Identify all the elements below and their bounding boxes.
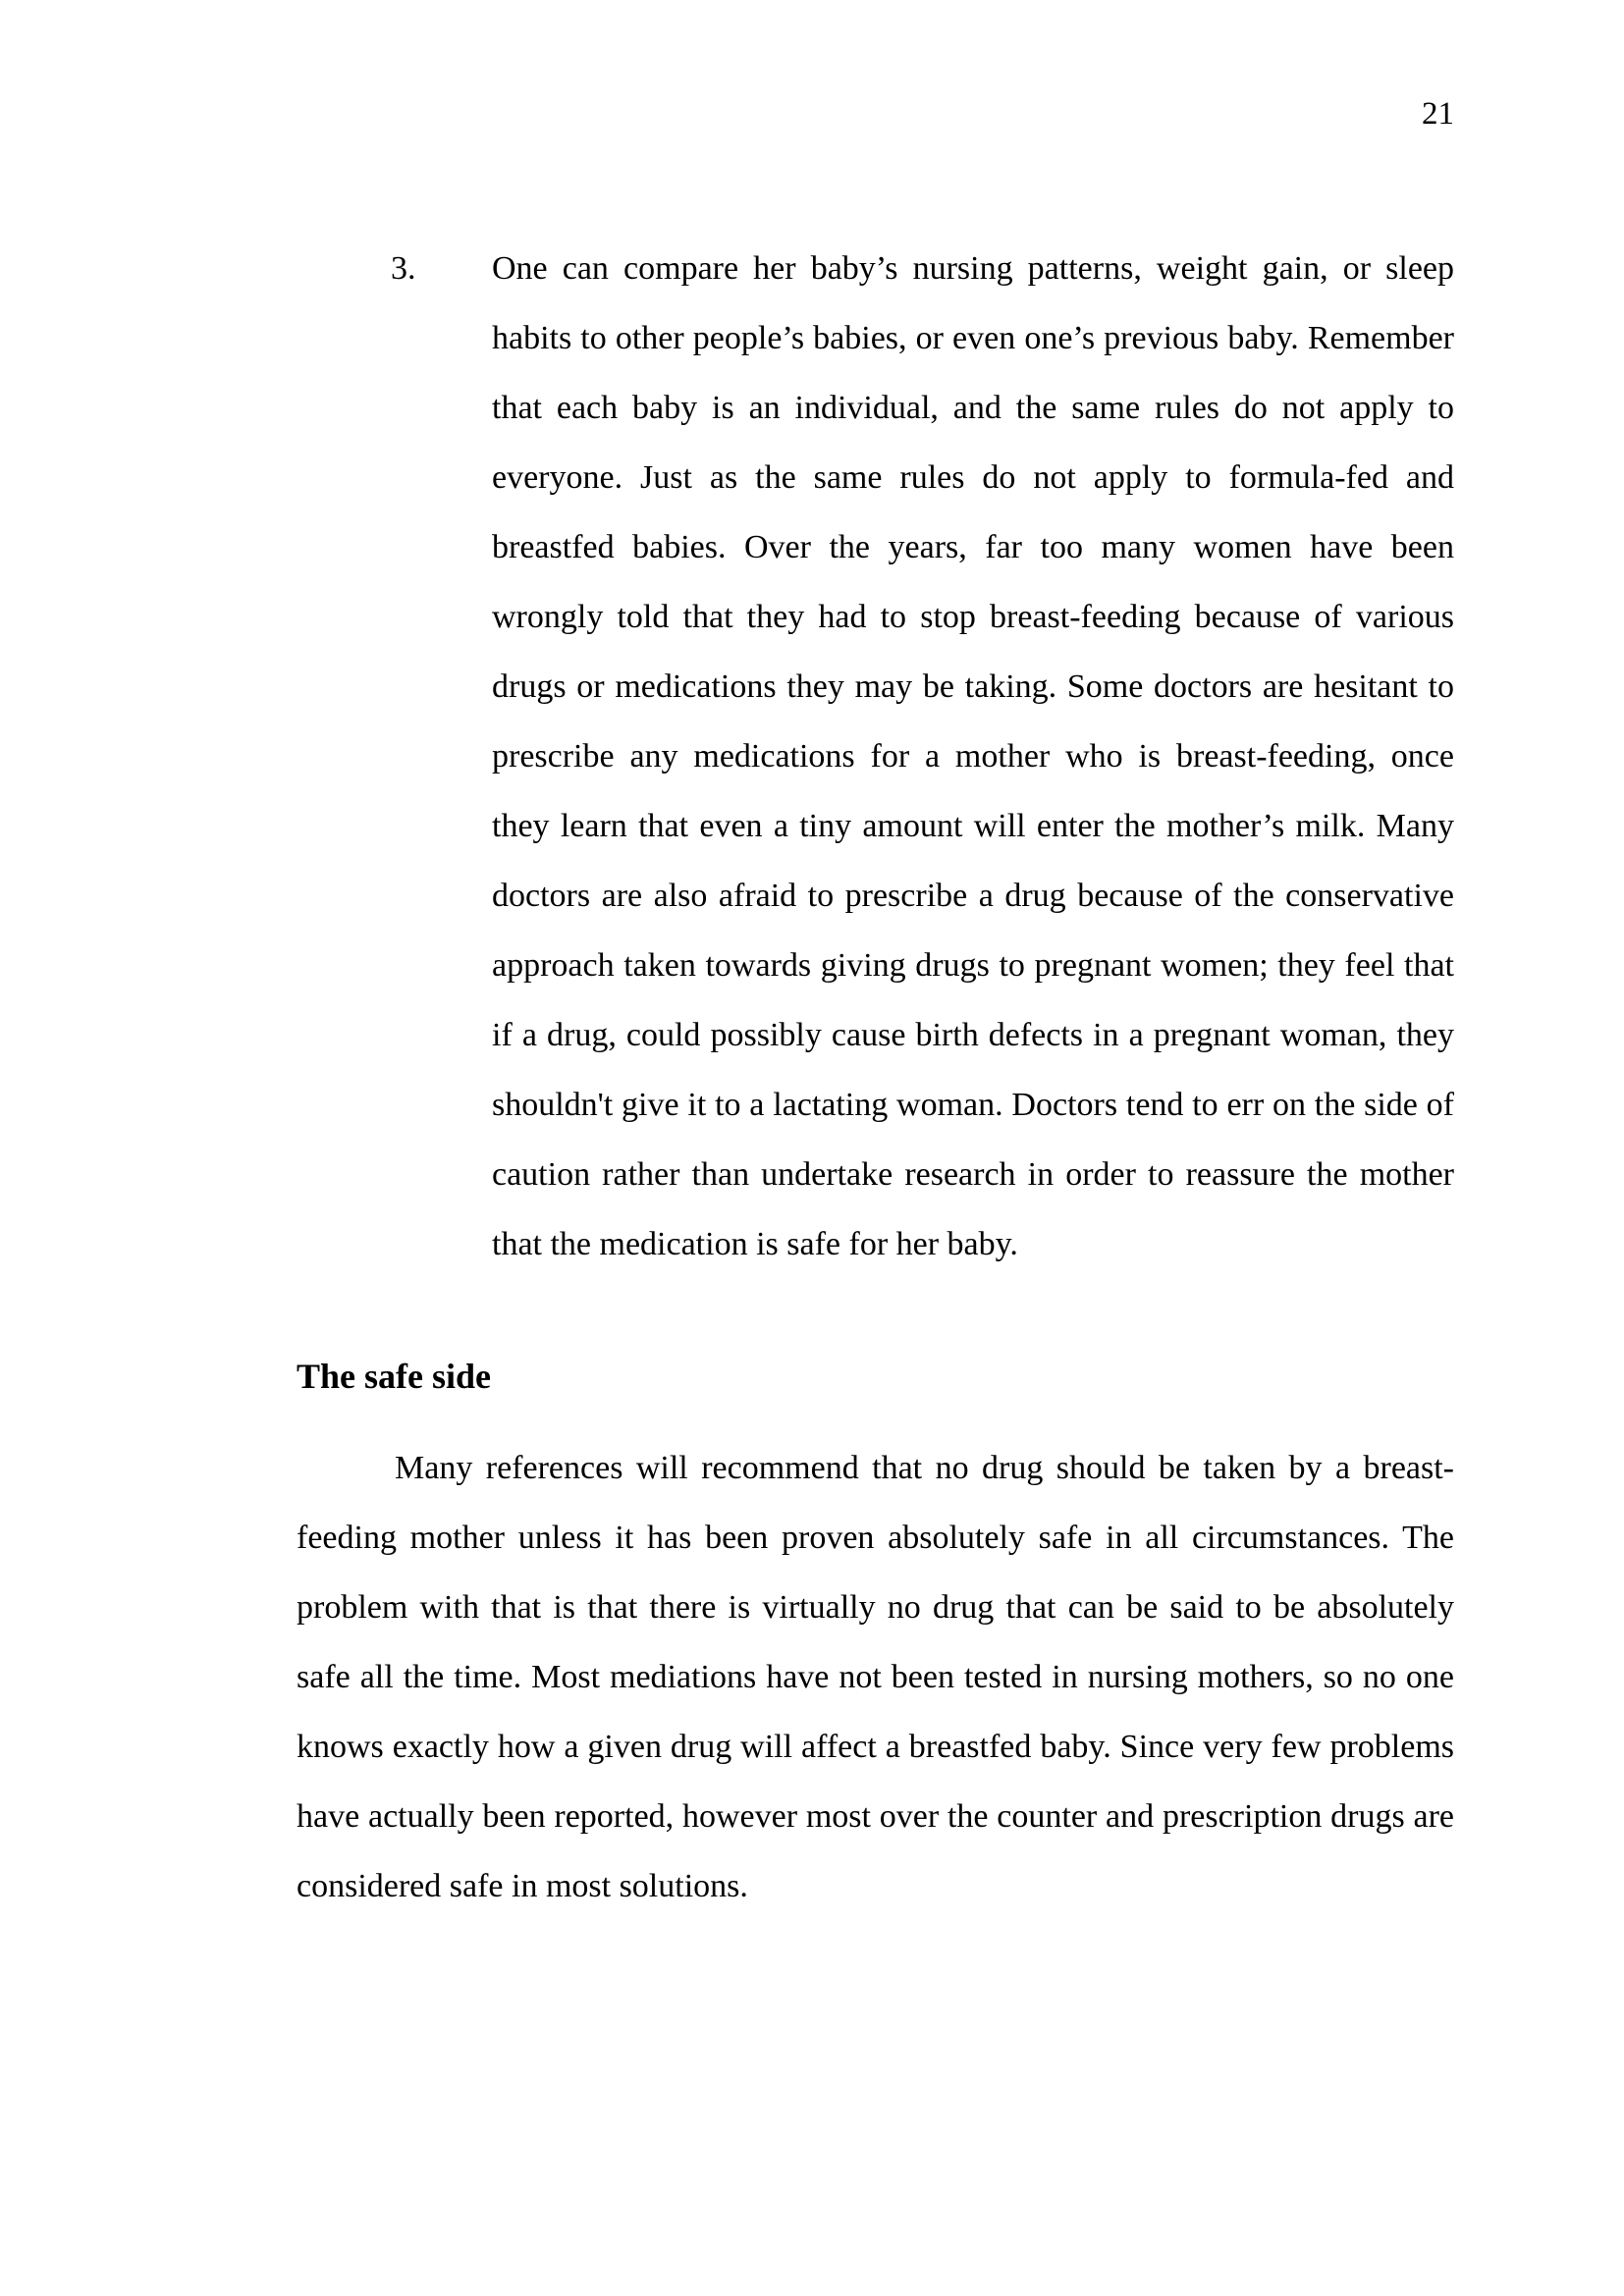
page-number: 21 (1422, 96, 1454, 132)
list-item-number: 3. (391, 250, 416, 287)
section-heading: The safe side (297, 1357, 491, 1396)
section-paragraph: Many references will recommend that no drug should be taken by a breast-feeding mother unless it has been proven absolutely safe in all circumstances. The problem with that is that there is virtually no drug that can be said to be absolutely safe all the time. Most mediations have not been tested in nursing mothers, so no one knows exactly how a given drug will affect a breastfed baby. Since very few problems have actually been reported, however most over the counter and prescription drugs are considered safe in most solutions. (297, 1450, 1454, 1904)
list-item-text: One can compare her baby’s nursing patterns, weight gain, or sleep habits to other people’s babies, or even one’s previous baby. Remember that each baby is an individual, and the same rules do not apply to everyone. Just as the same rules do not apply to formula-fed and breastfed babies. Over the years, far too many women have been wrongly told that they had to stop breast-feeding because of various drugs or medications they may be taking. Some doctors are hesitant to prescribe any medications for a mother who is breast-feeding, once they learn that even a tiny amount will enter the mother’s milk. Many doctors are also afraid to prescribe a drug because of the conservative approach taken towards giving drugs to pregnant women; they feel that if a drug, could possibly cause birth defects in a pregnant woman, they shouldn't give it to a lactating woman. Doctors tend to err on the side of caution rather than undertake research in order to reassure the mother that the medication is safe for her baby. (492, 250, 1454, 1262)
list-item (391, 234, 1454, 1279)
